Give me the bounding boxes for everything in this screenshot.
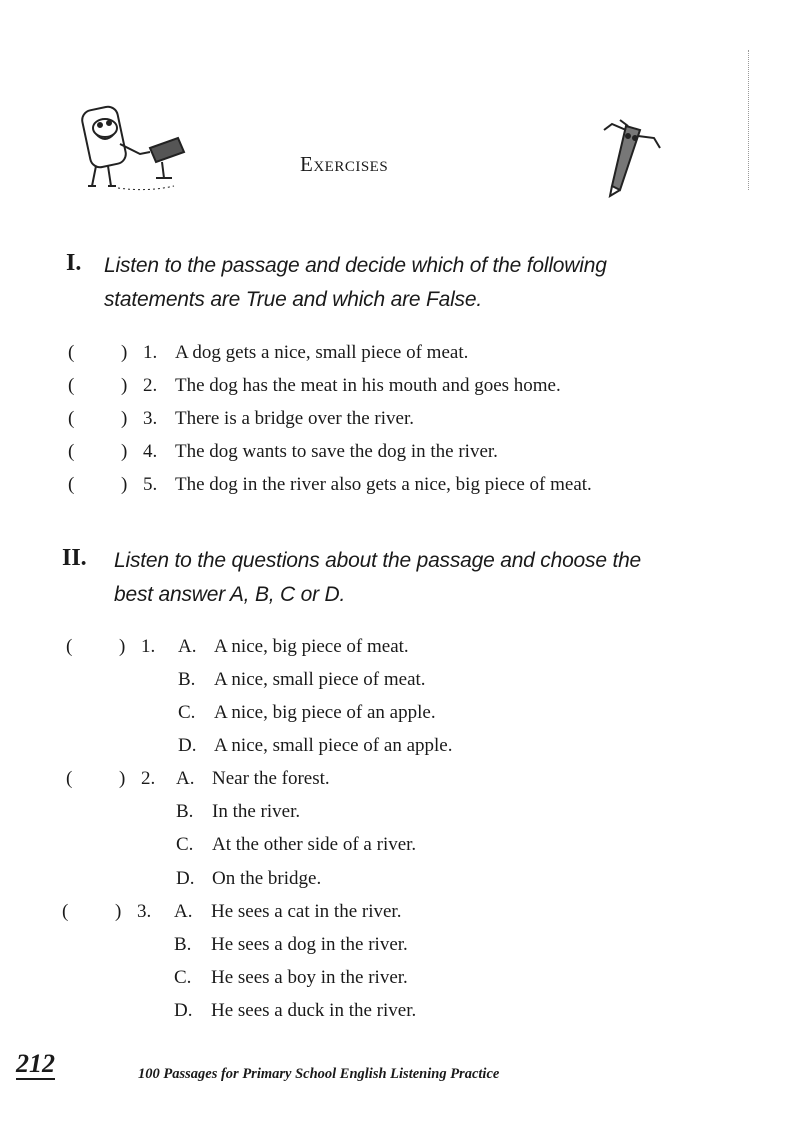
option-letter: C.	[174, 967, 192, 988]
option-text: In the river.	[212, 801, 301, 822]
item-statement: A dog gets a nice, small piece of meat.	[175, 342, 469, 363]
question-number: 2.	[141, 768, 156, 789]
option-text: He sees a dog in the river.	[211, 934, 408, 955]
option-letter: C.	[178, 702, 196, 723]
item-statement: The dog has the meat in his mouth and goes home.	[175, 375, 561, 396]
option-text: A nice, big piece of meat.	[214, 636, 409, 657]
option-letter: D.	[174, 1000, 193, 1021]
option-letter: A.	[174, 901, 193, 922]
answer-blank-open[interactable]: (	[66, 636, 73, 657]
page-number: 212	[16, 1049, 55, 1078]
item-number: 3.	[143, 408, 158, 429]
option-text: He sees a cat in the river.	[211, 901, 402, 922]
option-letter: B.	[178, 669, 196, 690]
answer-blank-close: )	[115, 901, 122, 922]
item-statement: The dog in the river also gets a nice, big piece of meat.	[175, 474, 592, 495]
item-statement: The dog wants to save the dog in the river.	[175, 441, 498, 462]
answer-blank-open[interactable]: (	[68, 474, 75, 495]
answer-blank-close: )	[121, 474, 128, 495]
option-text: He sees a duck in the river.	[211, 1000, 417, 1021]
section-2-number: II.	[62, 545, 87, 571]
option-letter: B.	[176, 801, 194, 822]
option-text: Near the forest.	[212, 768, 330, 789]
answer-blank-open[interactable]: (	[62, 901, 69, 922]
answer-blank-close: )	[121, 342, 128, 363]
item-number: 2.	[143, 375, 158, 396]
section-1-instruction-line1: Listen to the passage and decide which of the following	[104, 254, 607, 277]
section-1-instruction-line2: statements are True and which are False.	[104, 288, 482, 311]
option-letter: D.	[176, 868, 195, 889]
item-number: 5.	[143, 474, 158, 495]
section-2-instruction-line1: Listen to the questions about the passage and choose the	[114, 549, 642, 572]
answer-blank-close: )	[119, 768, 126, 789]
item-number: 4.	[143, 441, 158, 462]
question-number: 3.	[137, 901, 152, 922]
option-text: A nice, big piece of an apple.	[214, 702, 436, 723]
item-statement: There is a bridge over the river.	[175, 408, 414, 429]
option-letter: B.	[174, 934, 192, 955]
answer-blank-open[interactable]: (	[66, 768, 73, 789]
option-text: A nice, small piece of an apple.	[214, 735, 453, 756]
option-text: On the bridge.	[212, 868, 322, 889]
question-number: 1.	[141, 636, 156, 657]
answer-blank-open[interactable]: (	[68, 408, 75, 429]
page-title: Exercises	[300, 152, 389, 176]
answer-blank-open[interactable]: (	[68, 342, 75, 363]
answer-blank-close: )	[121, 408, 128, 429]
book-title-footer: 100 Passages for Primary School English Listening Practice	[138, 1066, 500, 1082]
answer-blank-close: )	[119, 636, 126, 657]
option-text: He sees a boy in the river.	[211, 967, 408, 988]
answer-blank-open[interactable]: (	[68, 375, 75, 396]
option-letter: C.	[176, 834, 194, 855]
item-number: 1.	[143, 342, 158, 363]
section-2-instruction-line2: best answer A, B, C or D.	[114, 583, 346, 606]
answer-blank-close: )	[121, 441, 128, 462]
answer-blank-open[interactable]: (	[68, 441, 75, 462]
option-letter: D.	[178, 735, 197, 756]
option-letter: A.	[178, 636, 197, 657]
megaphone-character-illustration	[78, 100, 198, 200]
pencil-character-illustration	[598, 118, 668, 203]
option-text: At the other side of a river.	[212, 834, 417, 855]
option-letter: A.	[176, 768, 195, 789]
answer-blank-close: )	[121, 375, 128, 396]
option-text: A nice, small piece of meat.	[214, 669, 426, 690]
section-1-number: I.	[66, 250, 82, 276]
scan-artifact-dots	[748, 50, 751, 190]
